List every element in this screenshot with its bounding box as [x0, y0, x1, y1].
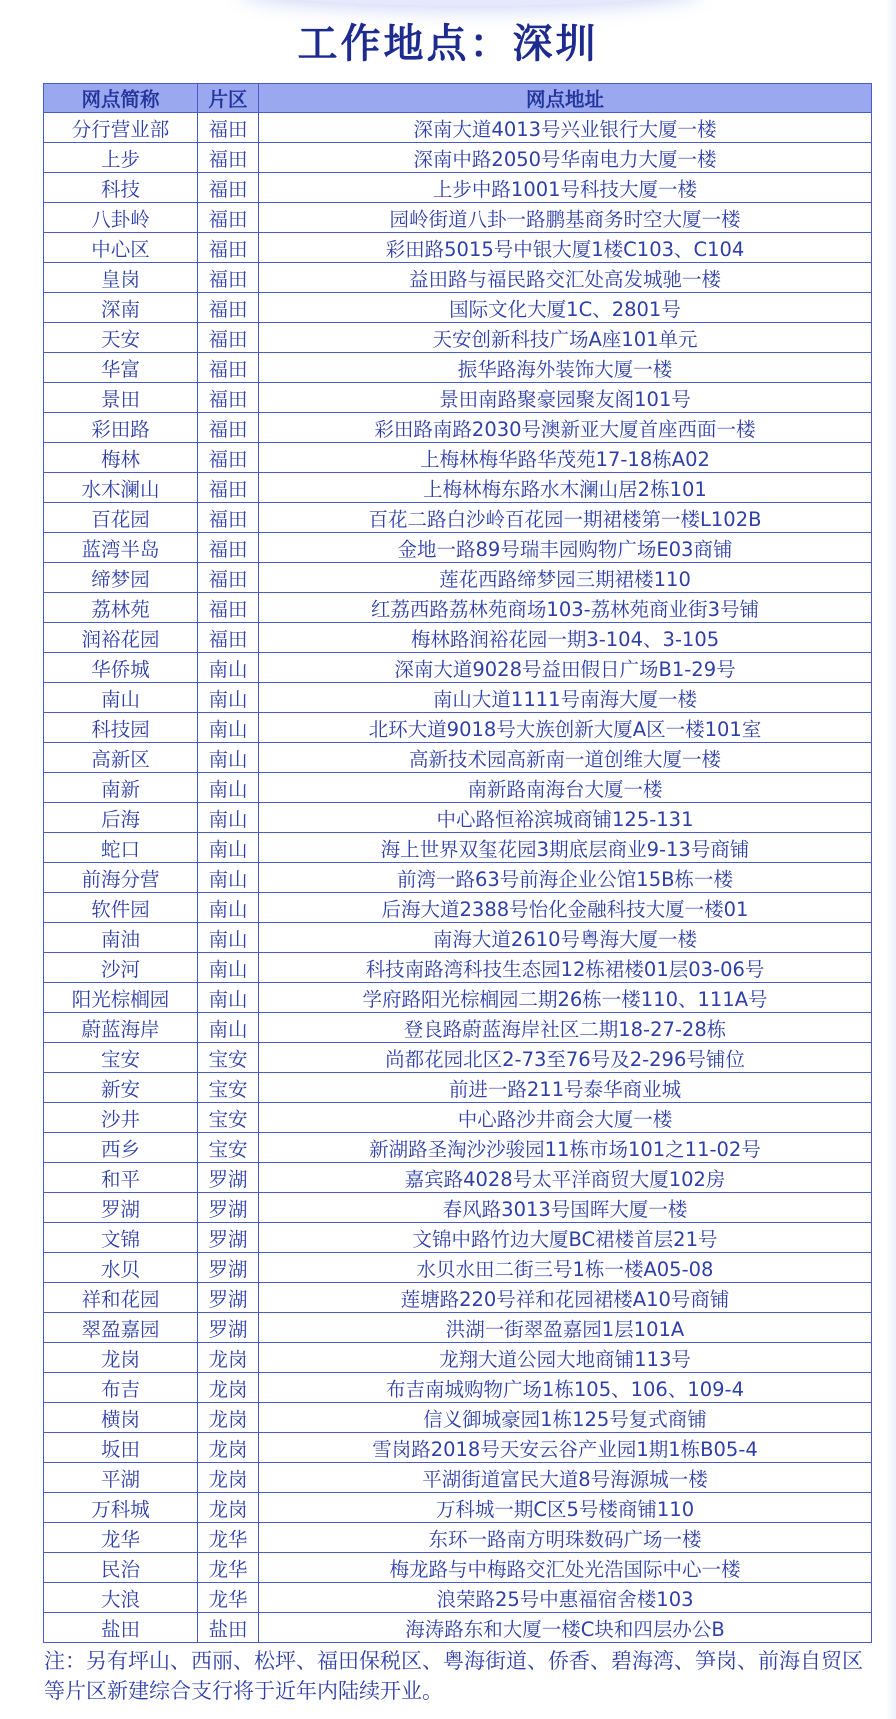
table-body [44, 113, 872, 1643]
address-cell: 上梅林梅东路水木澜山居2栋101 [259, 473, 872, 503]
address-cell: 雪岗路2018号天安云谷产业园1期1栋B05-4 [259, 1433, 872, 1463]
table-header [44, 84, 872, 113]
branch-name-cell: 沙河 [44, 953, 198, 983]
branch-name-cell: 罗湖 [44, 1193, 198, 1223]
district-cell: 龙岗 [198, 1403, 259, 1433]
district-cell: 福田 [198, 353, 259, 383]
table-row [44, 1403, 872, 1433]
table-row [44, 1103, 872, 1133]
district-cell: 宝安 [198, 1133, 259, 1163]
address-cell: 国际文化大厦1C、2801号 [259, 293, 872, 323]
district-cell: 龙岗 [198, 1493, 259, 1523]
header-address: 网点地址 [259, 84, 872, 113]
district-cell: 南山 [198, 893, 259, 923]
address-cell: 深南中路2050号华南电力大厦一楼 [259, 143, 872, 173]
address-cell: 海涛路东和大厦一楼C块和四层办公B [259, 1613, 872, 1643]
address-cell: 学府路阳光棕榈园二期26栋一楼110、111A号 [259, 983, 872, 1013]
header-row [44, 84, 872, 113]
address-cell: 北环大道9018号大族创新大厦A区一楼101室 [259, 713, 872, 743]
branch-name-cell: 蓝湾半岛 [44, 533, 198, 563]
district-cell: 盐田 [198, 1613, 259, 1643]
branch-name-cell: 科技 [44, 173, 198, 203]
district-cell: 罗湖 [198, 1193, 259, 1223]
branch-name-cell: 高新区 [44, 743, 198, 773]
address-cell: 尚都花园北区2-73至76号及2-296号铺位 [259, 1043, 872, 1073]
branch-name-cell: 荔林苑 [44, 593, 198, 623]
district-cell: 福田 [198, 143, 259, 173]
district-cell: 南山 [198, 1013, 259, 1043]
table-row [44, 1223, 872, 1253]
district-cell: 南山 [198, 953, 259, 983]
table-row [44, 1193, 872, 1223]
table-row [44, 533, 872, 563]
address-cell: 春风路3013号国晖大厦一楼 [259, 1193, 872, 1223]
district-cell: 福田 [198, 443, 259, 473]
district-cell: 福田 [198, 113, 259, 143]
table-row [44, 353, 872, 383]
district-cell: 龙华 [198, 1523, 259, 1553]
district-cell: 南山 [198, 653, 259, 683]
branch-name-cell: 前海分营 [44, 863, 198, 893]
district-cell: 罗湖 [198, 1313, 259, 1343]
table-row [44, 1343, 872, 1373]
address-cell: 浪荣路25号中惠福宿舍楼103 [259, 1583, 872, 1613]
address-cell: 金地一路89号瑞丰园购物广场E03商铺 [259, 533, 872, 563]
address-cell: 东环一路南方明珠数码广场一楼 [259, 1523, 872, 1553]
address-cell: 水贝水田二街三号1栋一楼A05-08 [259, 1253, 872, 1283]
address-cell: 百花二路白沙岭百花园一期裙楼第一楼L102B [259, 503, 872, 533]
branch-name-cell: 八卦岭 [44, 203, 198, 233]
branch-name-cell: 文锦 [44, 1223, 198, 1253]
table-row [44, 323, 872, 353]
district-cell: 龙岗 [198, 1433, 259, 1463]
table-row [44, 1043, 872, 1073]
district-cell: 龙华 [198, 1553, 259, 1583]
branch-name-cell: 皇岗 [44, 263, 198, 293]
page-title: 工作地点：深圳 [297, 21, 599, 67]
address-cell: 红荔西路荔林苑商场103-荔林苑商业街3号铺 [259, 593, 872, 623]
table-row [44, 923, 872, 953]
branch-name-cell: 龙岗 [44, 1343, 198, 1373]
district-cell: 福田 [198, 323, 259, 353]
address-cell: 新湖路圣淘沙沙骏园11栋市场101之11-02号 [259, 1133, 872, 1163]
table-row [44, 653, 872, 683]
table-row [44, 1163, 872, 1193]
branch-name-cell: 深南 [44, 293, 198, 323]
address-cell: 高新技术园高新南一道创维大厦一楼 [259, 743, 872, 773]
branch-name-cell: 万科城 [44, 1493, 198, 1523]
branch-name-cell: 宝安 [44, 1043, 198, 1073]
address-cell: 嘉宾路4028号太平洋商贸大厦102房 [259, 1163, 872, 1193]
branch-name-cell: 上步 [44, 143, 198, 173]
address-cell: 彩田路5015号中银大厦1楼C103、C104 [259, 233, 872, 263]
branch-name-cell: 天安 [44, 323, 198, 353]
branch-name-cell: 翠盈嘉园 [44, 1313, 198, 1343]
table-row [44, 413, 872, 443]
branch-name-cell: 科技园 [44, 713, 198, 743]
district-cell: 罗湖 [198, 1283, 259, 1313]
district-cell: 福田 [198, 563, 259, 593]
table-row [44, 1613, 872, 1643]
branch-name-cell: 分行营业部 [44, 113, 198, 143]
district-cell: 龙岗 [198, 1373, 259, 1403]
address-cell: 南海大道2610号粤海大厦一楼 [259, 923, 872, 953]
district-cell: 福田 [198, 233, 259, 263]
address-cell: 平湖街道富民大道8号海源城一楼 [259, 1463, 872, 1493]
address-cell: 前湾一路63号前海企业公馆15B栋一楼 [259, 863, 872, 893]
district-cell: 南山 [198, 833, 259, 863]
branch-name-cell: 大浪 [44, 1583, 198, 1613]
district-cell: 宝安 [198, 1103, 259, 1133]
district-cell: 南山 [198, 863, 259, 893]
branch-name-cell: 蛇口 [44, 833, 198, 863]
table-row [44, 1463, 872, 1493]
district-cell: 福田 [198, 173, 259, 203]
branch-name-cell: 平湖 [44, 1463, 198, 1493]
branch-name-cell: 梅林 [44, 443, 198, 473]
district-cell: 福田 [198, 503, 259, 533]
table-row [44, 1253, 872, 1283]
branch-name-cell: 水贝 [44, 1253, 198, 1283]
table-row [44, 563, 872, 593]
district-cell: 龙岗 [198, 1343, 259, 1373]
footnote: 注：另有坪山、西丽、松坪、福田保税区、粤海街道、侨香、碧海湾、笋岗、前海自贸区等片区新建综合支行将于近年内陆续开业。 [44, 1649, 863, 1703]
district-cell: 福田 [198, 203, 259, 233]
header-branch-name: 网点简称 [44, 84, 198, 113]
district-cell: 福田 [198, 473, 259, 503]
branch-name-cell: 南油 [44, 923, 198, 953]
branch-name-cell: 和平 [44, 1163, 198, 1193]
table-row [44, 743, 872, 773]
address-cell: 龙翔大道公园大地商铺113号 [259, 1343, 872, 1373]
district-cell: 福田 [198, 293, 259, 323]
district-cell: 宝安 [198, 1043, 259, 1073]
branch-name-cell: 后海 [44, 803, 198, 833]
header-district: 片区 [198, 84, 259, 113]
branch-name-cell: 坂田 [44, 1433, 198, 1463]
table-row [44, 833, 872, 863]
address-cell: 莲塘路220号祥和花园裙楼A10号商铺 [259, 1283, 872, 1313]
address-cell: 万科城一期C区5号楼商铺110 [259, 1493, 872, 1523]
branch-name-cell: 沙井 [44, 1103, 198, 1133]
table-row [44, 503, 872, 533]
table-row [44, 983, 872, 1013]
table-row [44, 443, 872, 473]
table-row [44, 293, 872, 323]
address-cell: 登良路蔚蓝海岸社区二期18-27-28栋 [259, 1013, 872, 1043]
district-cell: 罗湖 [198, 1253, 259, 1283]
table-row [44, 143, 872, 173]
address-cell: 景田南路聚豪园聚友阁101号 [259, 383, 872, 413]
table-row [44, 623, 872, 653]
address-cell: 上步中路1001号科技大厦一楼 [259, 173, 872, 203]
table-row [44, 893, 872, 923]
address-cell: 信义御城豪园1栋125号复式商铺 [259, 1403, 872, 1433]
table-row [44, 1013, 872, 1043]
district-cell: 福田 [198, 263, 259, 293]
branch-name-cell: 水木澜山 [44, 473, 198, 503]
branch-name-cell: 盐田 [44, 1613, 198, 1643]
district-cell: 罗湖 [198, 1223, 259, 1253]
branch-name-cell: 缔梦园 [44, 563, 198, 593]
address-cell: 彩田路南路2030号澳新亚大厦首座西面一楼 [259, 413, 872, 443]
top-glow-decoration [240, 0, 700, 6]
table-row [44, 1073, 872, 1103]
branch-name-cell: 龙华 [44, 1523, 198, 1553]
table-row [44, 1553, 872, 1583]
table-row [44, 1313, 872, 1343]
address-cell: 益田路与福民路交汇处高发城驰一楼 [259, 263, 872, 293]
table-row [44, 383, 872, 413]
district-cell: 宝安 [198, 1073, 259, 1103]
table-row [44, 863, 872, 893]
branch-name-cell: 润裕花园 [44, 623, 198, 653]
district-cell: 罗湖 [198, 1163, 259, 1193]
branch-name-cell: 民治 [44, 1553, 198, 1583]
address-cell: 天安创新科技广场A座101单元 [259, 323, 872, 353]
address-cell: 中心路恒裕滨城商铺125-131 [259, 803, 872, 833]
district-cell: 福田 [198, 413, 259, 443]
branch-name-cell: 华富 [44, 353, 198, 383]
address-cell: 洪湖一街翠盈嘉园1层101A [259, 1313, 872, 1343]
address-cell: 南山大道1111号南海大厦一楼 [259, 683, 872, 713]
district-cell: 福田 [198, 383, 259, 413]
address-cell: 深南大道9028号益田假日广场B1-29号 [259, 653, 872, 683]
branch-name-cell: 景田 [44, 383, 198, 413]
table-row [44, 683, 872, 713]
district-cell: 南山 [198, 803, 259, 833]
address-cell: 海上世界双玺花园3期底层商业9-13号商铺 [259, 833, 872, 863]
branch-name-cell: 蔚蓝海岸 [44, 1013, 198, 1043]
table-row [44, 113, 872, 143]
address-cell: 后海大道2388号怡化金融科技大厦一楼01 [259, 893, 872, 923]
table-row [44, 1433, 872, 1463]
address-cell: 深南大道4013号兴业银行大厦一楼 [259, 113, 872, 143]
table-row [44, 1583, 872, 1613]
table-row [44, 713, 872, 743]
table-row [44, 473, 872, 503]
address-cell: 南新路南海台大厦一楼 [259, 773, 872, 803]
table-row [44, 953, 872, 983]
address-cell: 中心路沙井商会大厦一楼 [259, 1103, 872, 1133]
branch-name-cell: 百花园 [44, 503, 198, 533]
district-cell: 南山 [198, 983, 259, 1013]
address-cell: 莲花西路缔梦园三期裙楼110 [259, 563, 872, 593]
table-row [44, 1133, 872, 1163]
address-cell: 布吉南城购物广场1栋105、106、109-4 [259, 1373, 872, 1403]
address-cell: 梅林路润裕花园一期3-104、3-105 [259, 623, 872, 653]
branch-name-cell: 阳光棕榈园 [44, 983, 198, 1013]
branch-name-cell: 彩田路 [44, 413, 198, 443]
branch-name-cell: 南山 [44, 683, 198, 713]
address-cell: 梅龙路与中梅路交汇处光浩国际中心一楼 [259, 1553, 872, 1583]
table-row [44, 803, 872, 833]
address-cell: 科技南路湾科技生态园12栋裙楼01层03-06号 [259, 953, 872, 983]
address-cell: 振华路海外装饰大厦一楼 [259, 353, 872, 383]
table-row [44, 1373, 872, 1403]
table-row [44, 203, 872, 233]
district-cell: 南山 [198, 773, 259, 803]
branch-table [43, 83, 872, 1643]
district-cell: 福田 [198, 533, 259, 563]
table-row [44, 593, 872, 623]
table-row [44, 233, 872, 263]
address-cell: 园岭街道八卦一路鹏基商务时空大厦一楼 [259, 203, 872, 233]
address-cell: 文锦中路竹边大厦BC裙楼首层21号 [259, 1223, 872, 1253]
table-row [44, 1523, 872, 1553]
branch-name-cell: 软件园 [44, 893, 198, 923]
table-row [44, 173, 872, 203]
address-cell: 上梅林梅华路华茂苑17-18栋A02 [259, 443, 872, 473]
district-cell: 福田 [198, 593, 259, 623]
table-row [44, 263, 872, 293]
district-cell: 南山 [198, 683, 259, 713]
address-cell: 前进一路211号泰华商业城 [259, 1073, 872, 1103]
table-row [44, 1493, 872, 1523]
district-cell: 南山 [198, 923, 259, 953]
district-cell: 南山 [198, 743, 259, 773]
district-cell: 南山 [198, 713, 259, 743]
table-row [44, 773, 872, 803]
branch-name-cell: 华侨城 [44, 653, 198, 683]
branch-name-cell: 南新 [44, 773, 198, 803]
branch-name-cell: 横岗 [44, 1403, 198, 1433]
district-cell: 福田 [198, 623, 259, 653]
branch-name-cell: 中心区 [44, 233, 198, 263]
right-edge-shadow [886, 0, 896, 1719]
branch-name-cell: 祥和花园 [44, 1283, 198, 1313]
district-cell: 龙岗 [198, 1463, 259, 1493]
table-row [44, 1283, 872, 1313]
branch-name-cell: 布吉 [44, 1373, 198, 1403]
district-cell: 龙华 [198, 1583, 259, 1613]
branch-name-cell: 新安 [44, 1073, 198, 1103]
branch-name-cell: 西乡 [44, 1133, 198, 1163]
